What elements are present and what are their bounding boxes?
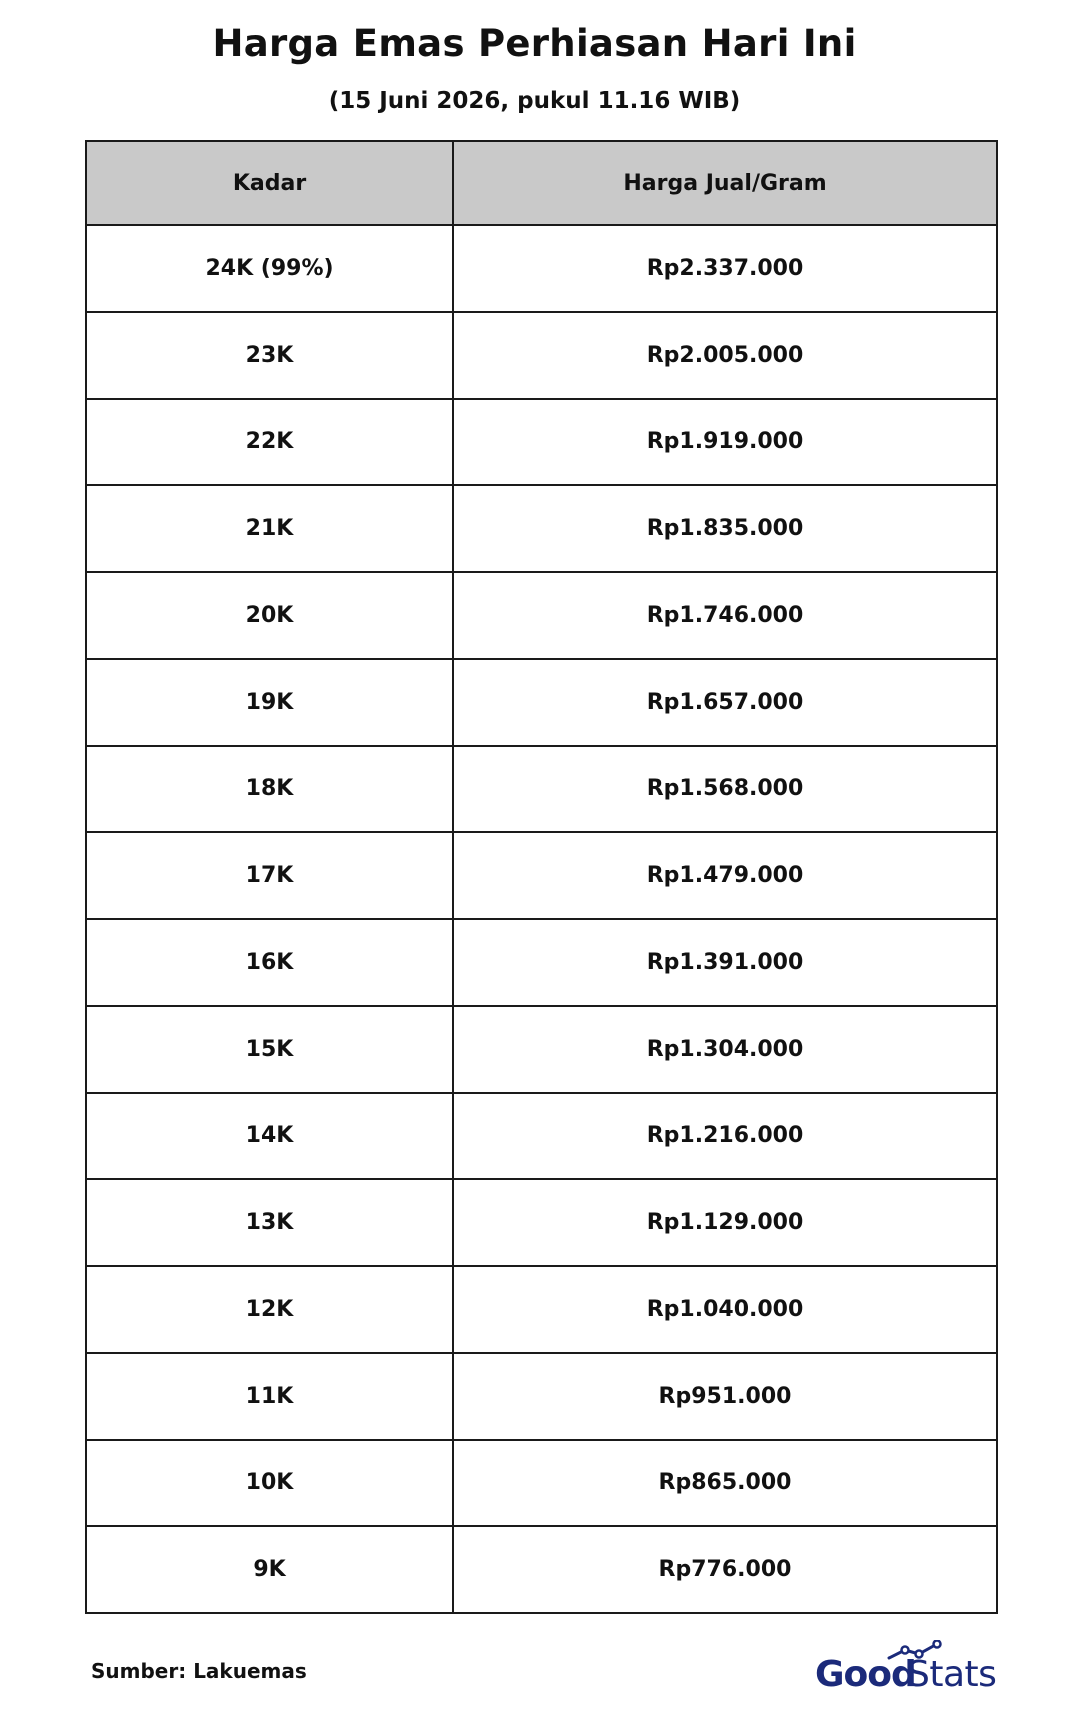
source-note: Sumber: Lakuemas — [91, 1659, 307, 1683]
cell-harga: Rp1.657.000 — [453, 659, 997, 746]
table-row — [86, 746, 997, 833]
table-row — [86, 399, 997, 486]
cell-kadar: 19K — [86, 659, 453, 746]
cell-harga: Rp1.129.000 — [453, 1179, 997, 1266]
cell-harga: Rp776.000 — [453, 1526, 997, 1613]
cell-kadar: 13K — [86, 1179, 453, 1266]
cell-harga: Rp2.337.000 — [453, 225, 997, 312]
table-row — [86, 572, 997, 659]
cell-kadar: 12K — [86, 1266, 453, 1353]
table-row — [86, 1526, 997, 1613]
table-header-row — [86, 141, 997, 225]
cell-kadar: 20K — [86, 572, 453, 659]
cell-harga: Rp951.000 — [453, 1353, 997, 1440]
gold-price-table — [85, 140, 998, 1614]
cell-kadar: 10K — [86, 1440, 453, 1527]
cell-kadar: 18K — [86, 746, 453, 833]
cell-kadar: 21K — [86, 485, 453, 572]
cell-harga: Rp1.919.000 — [453, 399, 997, 486]
cell-harga: Rp1.216.000 — [453, 1093, 997, 1180]
cell-kadar: 15K — [86, 1006, 453, 1093]
cell-kadar: 23K — [86, 312, 453, 399]
cell-harga: Rp1.835.000 — [453, 485, 997, 572]
cell-kadar: 16K — [86, 919, 453, 1006]
table-row — [86, 1093, 997, 1180]
cell-kadar: 24K (99%) — [86, 225, 453, 312]
table-row — [86, 485, 997, 572]
cell-harga: Rp1.040.000 — [453, 1266, 997, 1353]
table-row — [86, 659, 997, 746]
cell-kadar: 17K — [86, 832, 453, 919]
cell-harga: Rp1.746.000 — [453, 572, 997, 659]
page-title: Harga Emas Perhiasan Hari Ini — [212, 22, 857, 65]
table-row — [86, 225, 997, 312]
cell-kadar: 9K — [86, 1526, 453, 1613]
column-header-kadar: Kadar — [86, 141, 453, 225]
logo-text-good: Good — [815, 1654, 916, 1695]
goodstats-logo — [815, 1640, 1005, 1700]
cell-harga: Rp865.000 — [453, 1440, 997, 1527]
cell-kadar: 11K — [86, 1353, 453, 1440]
table-row — [86, 1266, 997, 1353]
logo-text-stats: Stats — [907, 1654, 997, 1695]
cell-kadar: 14K — [86, 1093, 453, 1180]
column-header-harga: Harga Jual/Gram — [453, 141, 997, 225]
table-row — [86, 1353, 997, 1440]
table-row — [86, 312, 997, 399]
table-row — [86, 832, 997, 919]
cell-harga: Rp1.391.000 — [453, 919, 997, 1006]
cell-harga: Rp1.304.000 — [453, 1006, 997, 1093]
table-row — [86, 1179, 997, 1266]
table-row — [86, 1006, 997, 1093]
table-row — [86, 1440, 997, 1527]
cell-kadar: 22K — [86, 399, 453, 486]
cell-harga: Rp2.005.000 — [453, 312, 997, 399]
table-row — [86, 919, 997, 1006]
page-subtitle: (15 Juni 2026, pukul 11.16 WIB) — [328, 88, 741, 114]
cell-harga: Rp1.568.000 — [453, 746, 997, 833]
cell-harga: Rp1.479.000 — [453, 832, 997, 919]
